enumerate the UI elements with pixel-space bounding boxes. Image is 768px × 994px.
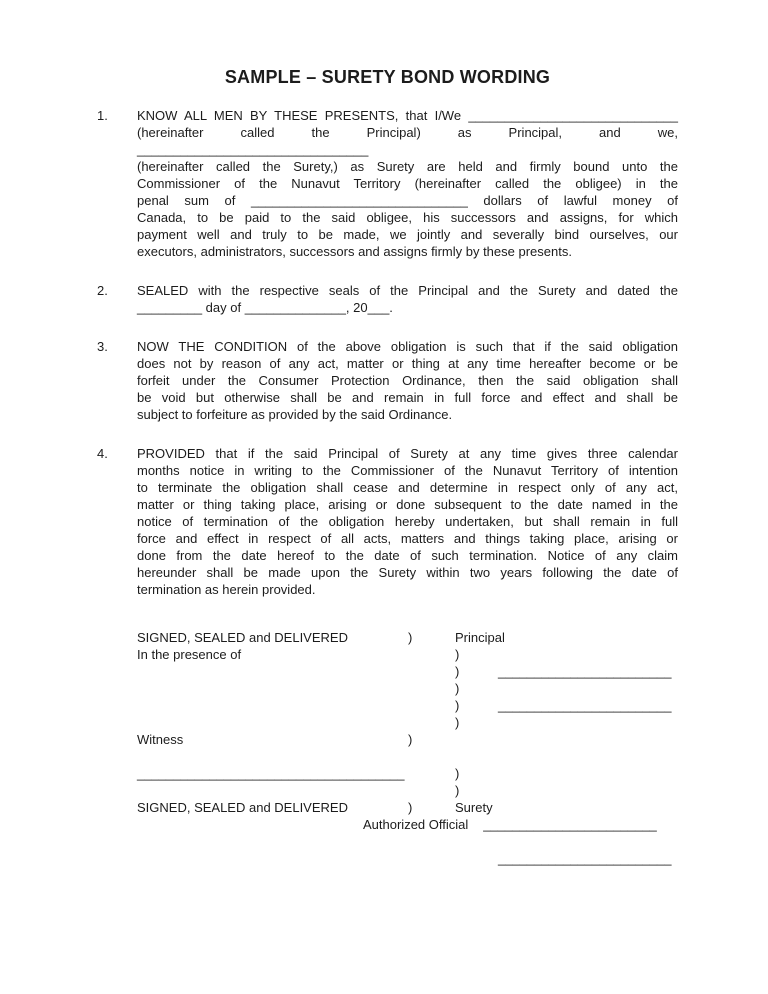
numbered-paragraphs [97,107,678,598]
signature-block [137,629,678,867]
signature-row [137,714,678,731]
text-line: be void but otherwise shall be and remain in full force and effect and shall be [137,390,678,405]
signature-left-label [137,697,408,714]
bracket [408,646,455,663]
signature-row [137,663,678,680]
paragraph-number: 3. [97,339,108,354]
signature-left-label: SIGNED, SEALED and DELIVERED [137,800,348,815]
authorized-official-label: Authorized Official [363,817,469,832]
text-line: executors, administrators, successors and assigns firmly by these presents. [137,244,572,259]
paragraph-text [137,282,678,316]
paragraph [97,338,678,423]
party-label: Surety [455,800,493,815]
bracket: ) [455,681,460,696]
text-line: SEALED with the respective seals of the Principal and the Surety and dated the [137,283,678,298]
text-line: to terminate the obligation shall cease and determine in respect only of any act, [137,480,678,495]
signature-spacer [137,748,678,765]
bracket [408,714,455,731]
signature-row [137,646,678,663]
signature-row [137,782,678,799]
signature-row [137,680,678,697]
bracket [408,663,455,680]
signature-right-cell [455,799,678,816]
bracket: ) [455,647,460,662]
text-line: Canada, to be paid to the said obligee, his successors and assigns, for which [137,210,678,225]
text-line: forfeit under the Consumer Protection Ordinance, then the said obligation shall [137,373,678,388]
bracket [408,680,455,697]
signature-blank-line: ________________________ [483,817,657,832]
signature-right-cell [455,629,678,646]
signature-left-label [137,782,408,799]
paragraph-number: 1. [97,108,108,123]
bracket: ) [455,664,460,679]
text-line: done from the date hereof to the date of such termination. Notice of any claim [137,548,678,563]
signature-right-cell [455,714,678,731]
text-line: KNOW ALL MEN BY THESE PRESENTS, that I/We _____________________________ [137,108,678,123]
signature-row [137,731,678,748]
text-line: months notice in writing to the Commissioner of the Nunavut Territory of intention [137,463,678,478]
signature-blank-line: ________________________ [498,698,672,713]
text-line: (hereinafter called the Principal) as Principal, and we, ________________________________ [137,125,678,157]
signature-row [137,799,678,816]
text-line: does not by reason of any act, matter or thing at any time hereafter become or be [137,356,678,371]
signature-left-label: In the presence of [137,647,242,662]
signature-row [137,697,678,714]
text-line: payment well and truly to be made, we jointly and severally bind ourselves, our [137,227,678,242]
signature-right-cell [455,697,678,714]
bracket: ) [455,698,460,713]
paragraph-text [137,107,678,260]
signature-row [137,765,678,782]
text-line: subject to forfeiture as provided by the said Ordinance. [137,407,453,422]
text-line: _________ day of ______________, 20___. [137,300,393,315]
paragraph [97,445,678,598]
signature-spacer [137,833,678,850]
signature-row [137,850,678,867]
bracket: ) [408,800,413,815]
authorized-official-row [137,816,678,833]
bracket: ) [408,630,413,645]
bracket [408,782,455,799]
text-line: NOW THE CONDITION of the above obligation is such that if the said obligation [137,339,678,354]
signature-left-label: Witness [137,732,184,747]
bracket [408,765,455,782]
witness-signature-line: _____________________________________ [137,766,405,781]
signature-right-cell [455,663,678,680]
bracket: ) [408,732,413,747]
signature-right-cell [455,765,678,782]
signature-left-label [137,714,408,731]
bracket: ) [455,766,460,781]
paragraph [97,282,678,316]
signature-blank-line: ________________________ [498,664,672,679]
signature-right-cell [455,782,678,799]
paragraph [97,107,678,260]
signature-right-cell [455,731,678,748]
text-line: notice of termination of the obligation hereby undertaken, but shall remain in full [137,514,678,529]
text-line: force and effect in respect of all acts, matters and things taking place, arising or [137,531,678,546]
signature-row [137,629,678,646]
signature-left-label [137,680,408,697]
text-line: (hereinafter called the Surety,) as Surety are held and firmly bound unto the [137,159,678,174]
document-title: SAMPLE – SURETY BOND WORDING [224,67,551,87]
text-line: Commissioner of the Nunavut Territory (hereinafter called the obligee) in the [137,176,678,191]
paragraph-number: 2. [97,283,108,298]
text-line: hereunder shall be made upon the Surety within two years following the date of [137,565,678,580]
bracket [408,697,455,714]
signature-left-label: SIGNED, SEALED and DELIVERED [137,630,348,645]
text-line: termination as herein provided. [137,582,316,597]
signature-right-cell [455,646,678,663]
paragraph-number: 4. [97,446,108,461]
text-line: PROVIDED that if the said Principal of Surety at any time gives three calendar [137,446,678,461]
text-line: matter or thing taking place, arising or done subsequent to the date named in the [137,497,678,512]
signature-blank-line: ________________________ [498,851,672,866]
bracket: ) [455,715,460,730]
signature-right-cell [455,680,678,697]
text-line: penal sum of ______________________________ dollars of lawful money of [137,193,678,208]
signature-left-label [137,663,408,680]
party-label: Principal [455,630,505,645]
paragraph-text [137,445,678,598]
paragraph-text [137,338,678,423]
bracket: ) [455,783,460,798]
